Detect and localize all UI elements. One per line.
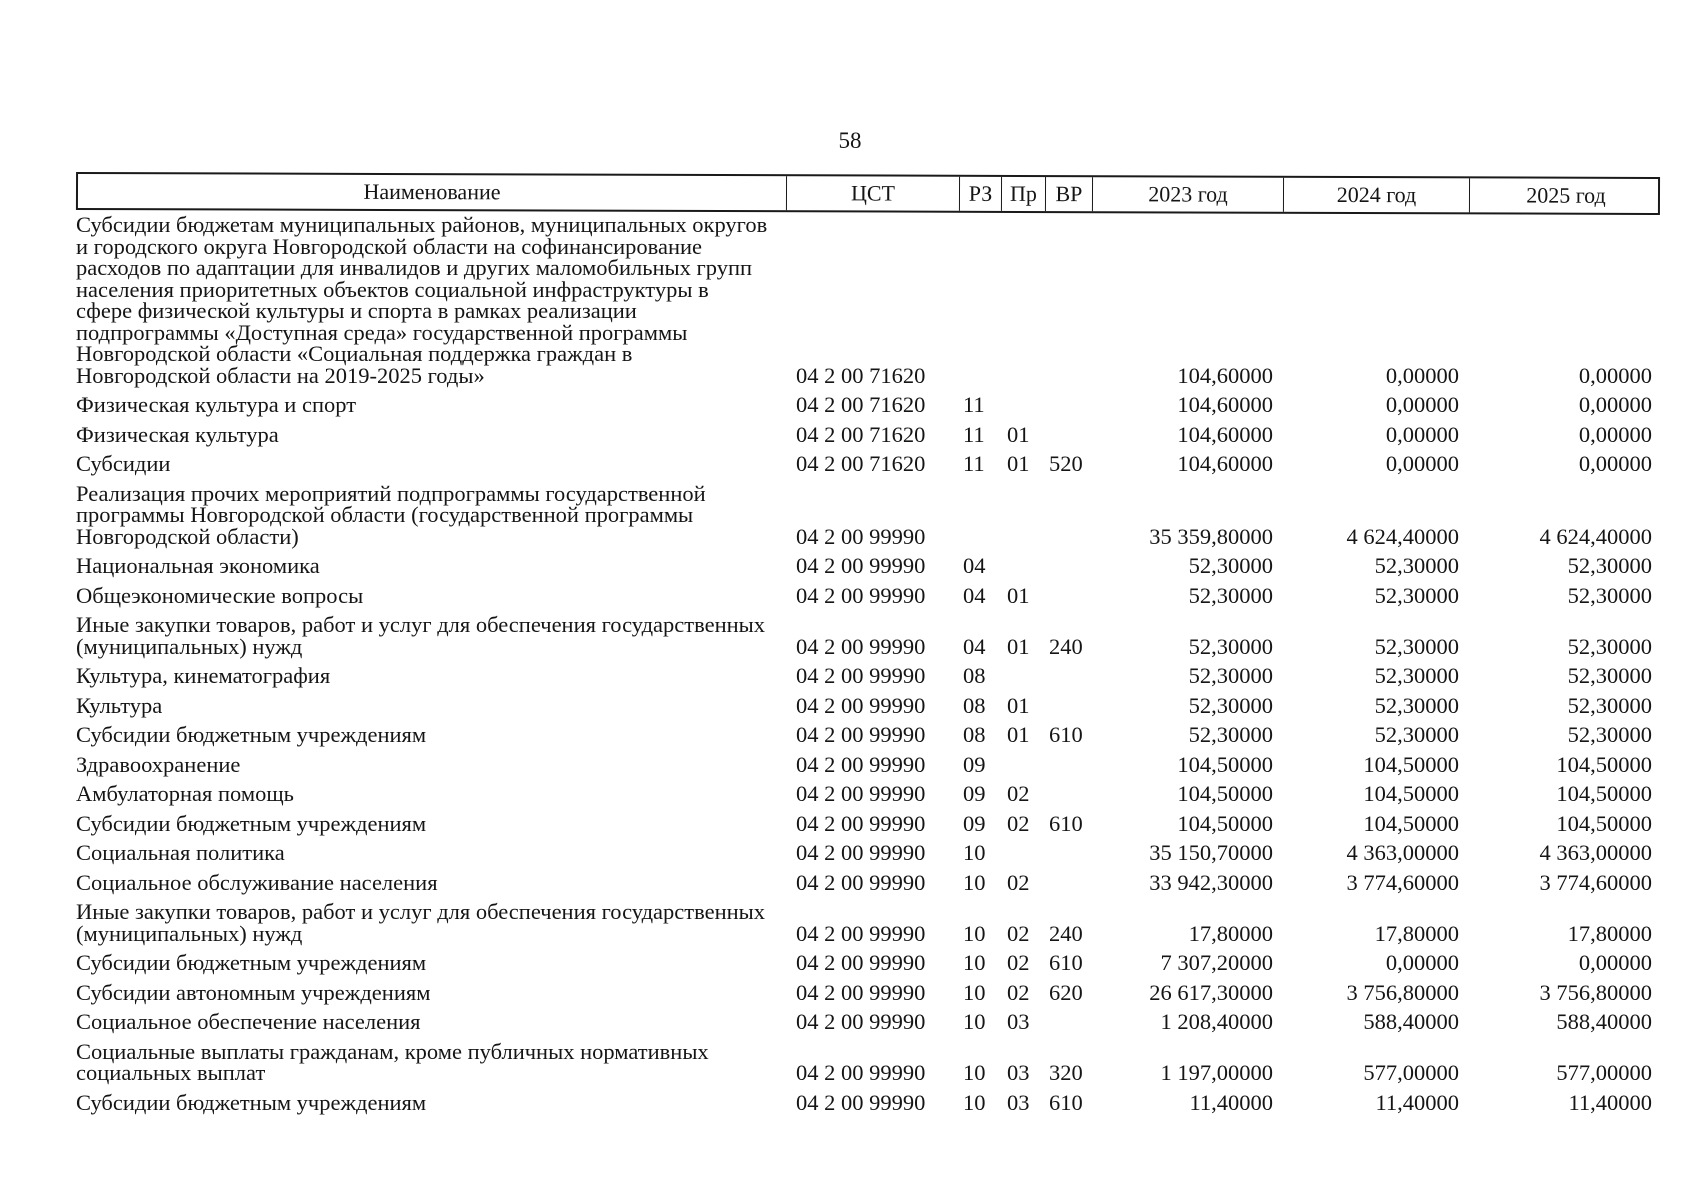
row-amount-2023: 104,50000 — [1177, 781, 1273, 806]
row-amount-2023: 52,30000 — [1188, 582, 1273, 608]
row-amount-2023: 35 150,70000 — [1149, 840, 1273, 865]
table-row — [76, 810, 1660, 843]
row-amount-2023: 52,30000 — [1188, 663, 1273, 688]
row-amount-2023: 26 617,30000 — [1149, 979, 1273, 1005]
row-name: Иные закупки товаров, работ и услуг для обеспечения государственных (муниципальных) нужд — [76, 899, 766, 946]
row-name: Субсидии бюджетным учреждениям — [76, 722, 427, 747]
row-cst: 04 2 00 99990 — [796, 582, 926, 608]
row-name: Субсидии автономным учреждениям — [76, 979, 431, 1005]
row-name: Субсидии бюджетным учреждениям — [76, 810, 427, 836]
row-name: Социальное обслуживание населения — [76, 869, 438, 895]
row-amount-2025: 104,50000 — [1556, 751, 1652, 777]
table-row — [76, 901, 1660, 952]
row-cst: 04 2 00 71620 — [796, 451, 926, 476]
row-rz: 04 — [963, 582, 986, 608]
table-body — [76, 214, 1660, 1121]
row-rz: 10 — [963, 1009, 986, 1034]
row-amount-2025: 3 774,60000 — [1539, 869, 1652, 895]
row-amount-2023: 104,50000 — [1177, 810, 1273, 836]
row-cst: 04 2 00 99990 — [796, 1060, 926, 1085]
row-amount-2023: 104,60000 — [1177, 421, 1273, 447]
table-row — [76, 869, 1660, 902]
row-cst: 04 2 00 99990 — [796, 633, 926, 659]
row-amount-2024: 52,30000 — [1374, 663, 1459, 688]
table-row — [76, 783, 1660, 813]
row-name: Физическая культура и спорт — [76, 392, 357, 417]
row-amount-2024: 3 774,60000 — [1346, 869, 1459, 895]
row-cst: 04 2 00 99990 — [796, 810, 926, 836]
row-amount-2024: 52,30000 — [1374, 582, 1459, 608]
row-amount-2023: 33 942,30000 — [1149, 869, 1273, 895]
row-amount-2024: 52,30000 — [1374, 553, 1459, 578]
row-name: Субсидии бюджетным учреждениям — [76, 1089, 427, 1115]
row-rz: 04 — [963, 633, 986, 659]
row-cst: 04 2 00 99990 — [796, 523, 926, 549]
row-amount-2023: 52,30000 — [1188, 633, 1273, 659]
header-pr: Пр — [1001, 177, 1045, 211]
row-rz: 10 — [963, 1089, 986, 1115]
row-rz: 11 — [963, 392, 985, 417]
row-cst: 04 2 00 99990 — [796, 920, 926, 946]
row-amount-2023: 1 208,40000 — [1160, 1009, 1273, 1034]
row-pr: 01 — [1007, 451, 1030, 476]
row-amount-2025: 17,80000 — [1567, 920, 1652, 946]
row-name: Культура — [76, 692, 163, 718]
row-pr: 02 — [1007, 869, 1030, 895]
table-row — [76, 842, 1660, 872]
row-name: Субсидии бюджетам муниципальных районов, муниципальных округов и городского округа Новгородской области на софинансирование расходов по адаптации для инвалидов и других маломобильных групп населения приоритетных объектов социальной инфраструктуры в сфере физической культуры и спорта в рамках реализации подпрограммы «Доступная среда» государственной программы Новгородской области «Социальная поддержка граждан в Новгородской области на 2019-2025 годы» — [76, 212, 768, 388]
row-amount-2023: 104,60000 — [1177, 392, 1273, 417]
row-amount-2024: 104,50000 — [1363, 810, 1459, 836]
row-rz: 11 — [963, 421, 985, 447]
row-amount-2025: 104,50000 — [1556, 781, 1652, 806]
row-amount-2023: 11,40000 — [1189, 1089, 1273, 1115]
row-amount-2025: 52,30000 — [1567, 553, 1652, 578]
row-rz: 04 — [963, 553, 986, 578]
row-rz: 10 — [963, 869, 986, 895]
row-pr: 01 — [1007, 582, 1030, 608]
row-amount-2024: 0,00000 — [1385, 451, 1459, 476]
row-amount-2025: 4 363,00000 — [1539, 840, 1652, 865]
header-name: Наименование — [363, 178, 501, 205]
row-amount-2023: 7 307,20000 — [1160, 950, 1273, 975]
row-amount-2025: 0,00000 — [1578, 451, 1652, 476]
row-pr: 02 — [1007, 950, 1030, 975]
row-rz: 09 — [963, 810, 986, 836]
row-name: Амбулаторная помощь — [76, 781, 294, 806]
row-amount-2024: 4 363,00000 — [1346, 840, 1459, 865]
row-amount-2024: 52,30000 — [1374, 722, 1459, 747]
row-cst: 04 2 00 99990 — [796, 781, 926, 806]
row-pr: 01 — [1007, 692, 1030, 718]
row-name: Субсидии — [76, 451, 171, 476]
header-cst: ЦСТ — [786, 176, 959, 211]
row-cst: 04 2 00 99990 — [796, 979, 926, 1005]
row-amount-2024: 577,00000 — [1363, 1060, 1459, 1085]
row-amount-2024: 0,00000 — [1385, 362, 1459, 388]
row-amount-2024: 11,40000 — [1375, 1089, 1459, 1115]
row-amount-2024: 0,00000 — [1385, 392, 1459, 417]
row-pr: 02 — [1007, 920, 1030, 946]
row-amount-2025: 588,40000 — [1556, 1009, 1652, 1034]
row-name: Иные закупки товаров, работ и услуг для обеспечения государственных (муниципальных) нужд — [76, 612, 766, 659]
row-amount-2025: 11,40000 — [1568, 1089, 1652, 1115]
table-header — [76, 172, 1660, 215]
row-amount-2023: 104,60000 — [1177, 362, 1273, 388]
table-row — [76, 1089, 1660, 1122]
row-rz: 08 — [963, 663, 986, 688]
row-rz: 11 — [963, 451, 985, 476]
header-2023: 2023 год — [1092, 177, 1283, 212]
row-amount-2023: 52,30000 — [1188, 722, 1273, 747]
budget-table — [76, 172, 1660, 1121]
row-pr: 02 — [1007, 781, 1030, 806]
row-rz: 10 — [963, 840, 986, 865]
table-row — [76, 692, 1660, 725]
row-cst: 04 2 00 99990 — [796, 751, 926, 777]
row-amount-2025: 3 756,80000 — [1539, 979, 1652, 1005]
row-amount-2024: 0,00000 — [1385, 950, 1459, 975]
row-amount-2023: 35 359,80000 — [1149, 523, 1273, 549]
row-name: Социальная политика — [76, 840, 285, 865]
row-pr: 02 — [1007, 810, 1030, 836]
row-name: Социальное обеспечение населения — [76, 1009, 421, 1034]
row-vr: 240 — [1049, 633, 1083, 659]
row-amount-2025: 52,30000 — [1567, 582, 1652, 608]
row-rz: 08 — [963, 722, 986, 747]
row-amount-2024: 17,80000 — [1374, 920, 1459, 946]
row-rz: 10 — [963, 920, 986, 946]
row-name: Здравоохранение — [76, 751, 241, 777]
row-amount-2023: 104,60000 — [1177, 451, 1273, 476]
row-amount-2025: 52,30000 — [1567, 663, 1652, 688]
row-name: Культура, кинематография — [76, 663, 331, 688]
page-number: 58 — [838, 128, 862, 153]
header-2025: 2025 год — [1469, 178, 1662, 213]
row-rz: 08 — [963, 692, 986, 718]
table-row — [76, 453, 1660, 483]
table-row — [76, 1011, 1660, 1041]
row-amount-2023: 17,80000 — [1188, 920, 1273, 946]
row-rz: 09 — [963, 751, 986, 777]
row-pr: 03 — [1007, 1089, 1030, 1115]
row-pr: 01 — [1007, 421, 1030, 447]
row-amount-2024: 0,00000 — [1385, 421, 1459, 447]
row-amount-2023: 52,30000 — [1188, 692, 1273, 718]
row-vr: 610 — [1049, 1089, 1083, 1115]
row-vr: 610 — [1049, 950, 1083, 975]
row-amount-2025: 577,00000 — [1556, 1060, 1652, 1085]
row-cst: 04 2 00 99990 — [796, 840, 926, 865]
row-name: Реализация прочих мероприятий подпрограммы государственной программы Новгородской области (государственной программы Новгородской области) — [76, 480, 706, 549]
row-cst: 04 2 00 99990 — [796, 1089, 926, 1115]
row-vr: 610 — [1049, 810, 1083, 836]
row-name: Социальные выплаты гражданам, кроме публичных нормативных социальных выплат — [76, 1038, 709, 1085]
row-pr: 03 — [1007, 1009, 1030, 1034]
row-vr: 320 — [1049, 1060, 1083, 1085]
row-pr: 01 — [1007, 722, 1030, 747]
row-cst: 04 2 00 71620 — [796, 392, 926, 417]
table-row — [76, 214, 1660, 394]
row-amount-2024: 588,40000 — [1363, 1009, 1459, 1034]
row-cst: 04 2 00 99990 — [796, 1009, 926, 1034]
row-vr: 620 — [1049, 979, 1083, 1005]
header-rz: РЗ — [959, 177, 1001, 211]
table-row — [76, 555, 1660, 585]
row-amount-2024: 104,50000 — [1363, 751, 1459, 777]
row-amount-2023: 104,50000 — [1177, 751, 1273, 777]
row-name: Национальная экономика — [76, 553, 320, 578]
row-cst: 04 2 00 71620 — [796, 421, 926, 447]
row-amount-2025: 52,30000 — [1567, 722, 1652, 747]
row-amount-2024: 52,30000 — [1374, 633, 1459, 659]
row-vr: 520 — [1049, 451, 1083, 476]
table-row — [76, 480, 1660, 556]
row-amount-2025: 0,00000 — [1578, 950, 1652, 975]
row-pr: 02 — [1007, 979, 1030, 1005]
header-vr: ВР — [1045, 177, 1092, 211]
row-name: Субсидии бюджетным учреждениям — [76, 950, 427, 975]
table-row — [76, 952, 1660, 982]
row-amount-2024: 4 624,40000 — [1346, 523, 1459, 549]
row-amount-2024: 104,50000 — [1363, 781, 1459, 806]
table-row — [76, 979, 1660, 1012]
row-cst: 04 2 00 71620 — [796, 362, 926, 388]
row-amount-2025: 0,00000 — [1578, 392, 1652, 417]
row-cst: 04 2 00 99990 — [796, 950, 926, 975]
row-name: Физическая культура — [76, 421, 279, 447]
row-cst: 04 2 00 99990 — [796, 722, 926, 747]
row-amount-2025: 0,00000 — [1578, 421, 1652, 447]
row-amount-2024: 52,30000 — [1374, 692, 1459, 718]
row-name: Общеэкономические вопросы — [76, 582, 364, 608]
row-rz: 10 — [963, 950, 986, 975]
row-cst: 04 2 00 99990 — [796, 553, 926, 578]
row-amount-2023: 52,30000 — [1188, 553, 1273, 578]
table-row — [76, 614, 1660, 665]
row-vr: 610 — [1049, 722, 1083, 747]
row-amount-2025: 0,00000 — [1578, 362, 1652, 388]
row-amount-2025: 4 624,40000 — [1539, 523, 1652, 549]
table-row — [76, 394, 1660, 424]
row-cst: 04 2 00 99990 — [796, 692, 926, 718]
row-rz: 10 — [963, 979, 986, 1005]
row-cst: 04 2 00 99990 — [796, 663, 926, 688]
table-row — [76, 724, 1660, 754]
row-rz: 10 — [963, 1060, 986, 1085]
row-amount-2025: 104,50000 — [1556, 810, 1652, 836]
row-amount-2025: 52,30000 — [1567, 633, 1652, 659]
table-row — [76, 421, 1660, 454]
row-rz: 09 — [963, 781, 986, 806]
row-amount-2024: 3 756,80000 — [1346, 979, 1459, 1005]
row-pr: 03 — [1007, 1060, 1030, 1085]
row-cst: 04 2 00 99990 — [796, 869, 926, 895]
row-amount-2025: 52,30000 — [1567, 692, 1652, 718]
header-2024: 2024 год — [1283, 178, 1469, 213]
row-pr: 01 — [1007, 633, 1030, 659]
table-row — [76, 582, 1660, 615]
row-amount-2023: 1 197,00000 — [1160, 1060, 1273, 1085]
table-row — [76, 665, 1660, 695]
row-vr: 240 — [1049, 920, 1083, 946]
table-row — [76, 751, 1660, 784]
table-row — [76, 1038, 1660, 1092]
